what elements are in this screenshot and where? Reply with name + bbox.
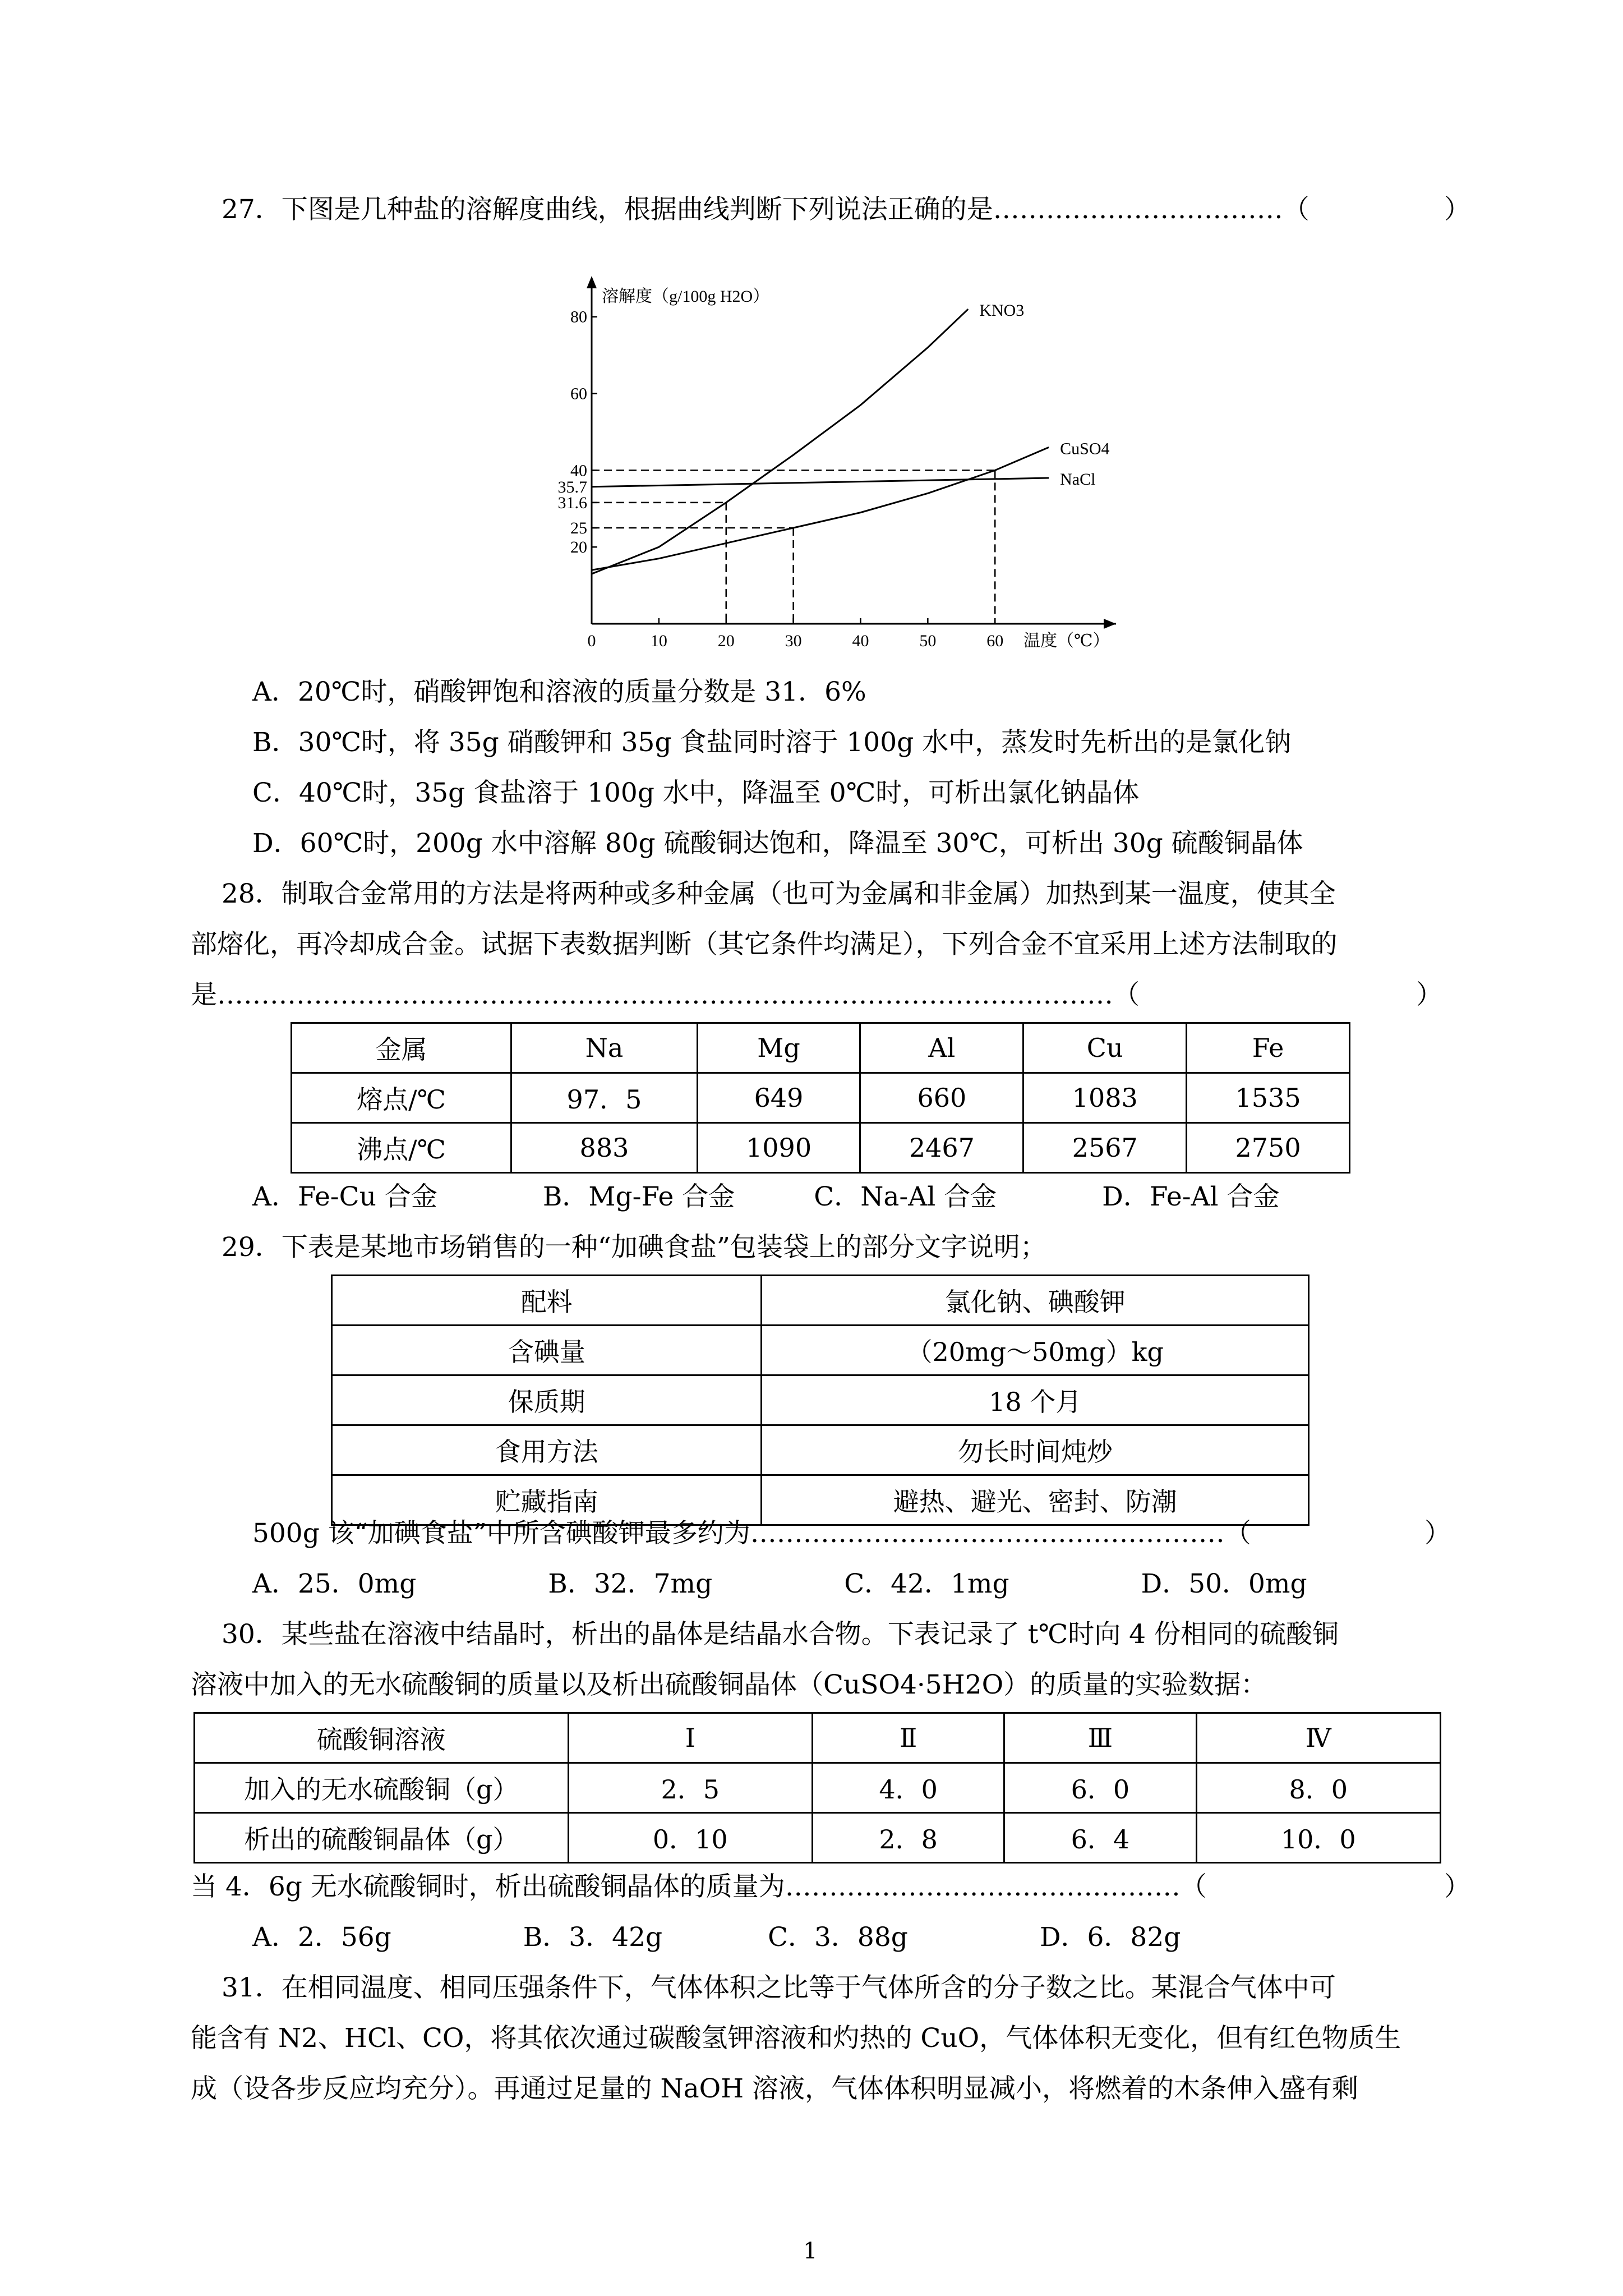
table-cell: 2．5 [568, 1763, 812, 1813]
table-row [292, 1023, 1350, 1073]
table-cell: 避热、避光、密封、防潮 [762, 1475, 1309, 1525]
q27-option-c: C．40℃时，35g 食盐溶于 100g 水中，降温至 0℃时，可析出氯化钠晶体 [252, 777, 1140, 808]
q30-options: A．2．56g B．3．42g C．3．88g D．6．82g [252, 1922, 1181, 1953]
table-cell: 析出的硫酸铜晶体（g） [195, 1813, 569, 1863]
table-cell: 硫酸铜溶液 [195, 1713, 569, 1763]
q28-stem-2: 部熔化，再冷却成合金。试据下表数据判断（其它条件均满足），下列合金不宜采用上述方法制取的 [191, 929, 1338, 960]
table-cell: Al [860, 1023, 1023, 1073]
table-row [332, 1425, 1309, 1475]
table-cell: 含碘量 [332, 1326, 762, 1375]
table-cell: Ⅰ [568, 1713, 812, 1763]
q30-paren: ） [1444, 1871, 1470, 1902]
table-cell: 18 个月 [762, 1375, 1309, 1425]
q27-paren: ） [1444, 194, 1470, 225]
q28-metals-table [291, 1022, 1350, 1174]
x-tick-label: 30 [785, 632, 802, 650]
q30-stem-1: 30．某些盐在溶液中结晶时，析出的晶体是结晶水合物。下表记录了 t℃时向 4 份相同的硫酸铜 [222, 1619, 1339, 1650]
table-cell: 649 [697, 1073, 860, 1123]
y-tick-label: 40 [570, 461, 587, 480]
x-tick-label: 10 [650, 632, 667, 650]
table-row [332, 1276, 1309, 1326]
table-cell: 熔点/℃ [292, 1073, 511, 1123]
table-cell: 1090 [697, 1123, 860, 1173]
q29-salt-table [331, 1274, 1310, 1526]
x-tick-label: 60 [986, 632, 1004, 650]
q28-options: A．Fe-Cu 合金 B．Mg-Fe 合金 C．Na-Al 合金 D．Fe-Al 合金 [252, 1181, 1280, 1212]
table-cell: 6．0 [1004, 1763, 1196, 1813]
x-tick-label: 50 [919, 632, 937, 650]
series-line-kno3 [592, 309, 968, 574]
table-row [195, 1813, 1441, 1863]
table-cell: 883 [511, 1123, 697, 1173]
y-tick-label: 60 [570, 384, 587, 403]
series-label-nacl: NaCl [1060, 470, 1096, 489]
q29-stem: 29．下表是某地市场销售的一种“加碘食盐”包装袋上的部分文字说明； [222, 1232, 1046, 1263]
chart-guides [592, 470, 995, 624]
table-cell: 2750 [1187, 1123, 1350, 1173]
series-line-cuso4 [592, 447, 1049, 570]
q28-stem-1: 28．制取合金常用的方法是将两种或多种金属（也可为金属和非金属）加热到某一温度，使其全 [222, 878, 1336, 909]
table-cell: 配料 [332, 1276, 762, 1326]
table-cell: 勿长时间炖炒 [762, 1425, 1309, 1475]
q31-line-1: 31．在相同温度、相同压强条件下，气体体积之比等于气体所含的分子数之比。某混合气体中可 [222, 1972, 1336, 2003]
solubility-chart [538, 269, 1189, 662]
table-row [332, 1375, 1309, 1425]
q27-option-b: B．30℃时，将 35g 硝酸钾和 35g 食盐同时溶于 100g 水中，蒸发时先析出的是氯化钠 [252, 727, 1292, 758]
table-cell: Ⅳ [1196, 1713, 1440, 1763]
table-cell: 2567 [1023, 1123, 1187, 1173]
q30-crystal-table [193, 1712, 1441, 1864]
series-line-nacl [592, 478, 1049, 487]
table-cell: 1083 [1023, 1073, 1187, 1123]
table-cell: Fe [1187, 1023, 1350, 1073]
q27-stem: 27．下图是几种盐的溶解度曲线，根据曲线判断下列说法正确的是……………………………（ [222, 194, 1310, 225]
y-axis-arrow [587, 276, 597, 288]
table-cell: Ⅲ [1004, 1713, 1196, 1763]
table-cell: 沸点/℃ [292, 1123, 511, 1173]
x-tick-label: 40 [852, 632, 869, 650]
table-cell: 食用方法 [332, 1425, 762, 1475]
table-row [292, 1073, 1350, 1123]
table-row [332, 1326, 1309, 1375]
q29-options: A．25．0mg B．32．7mg C．42．1mg D．50．0mg [252, 1568, 1307, 1599]
q29-question: 500g 该“加碘食盐”中所含碘酸钾最多约为………………………………………………（ [252, 1518, 1251, 1549]
chart-labels [558, 287, 1110, 650]
series-label-kno3: KNO3 [979, 301, 1025, 320]
q28-stem-3: 是…………………………………………………………………………………………（ [191, 979, 1140, 1010]
q30-stem-2: 溶液中加入的无水硫酸铜的质量以及析出硫酸铜晶体（CuSO4·5H2O）的质量的实验数据： [191, 1669, 1267, 1700]
table-cell: 氯化钠、碘酸钾 [762, 1276, 1309, 1326]
table-cell: 660 [860, 1073, 1023, 1123]
table-cell: 2．8 [813, 1813, 1004, 1863]
page-number: 1 [803, 2238, 818, 2264]
table-cell: 2467 [860, 1123, 1023, 1173]
table-cell: 保质期 [332, 1375, 762, 1425]
table-cell: Na [511, 1023, 697, 1073]
chart-series [592, 309, 1049, 574]
table-cell: Mg [697, 1023, 860, 1073]
y-tick-label: 25 [570, 518, 587, 537]
table-cell: 6．4 [1004, 1813, 1196, 1863]
table-row [195, 1763, 1441, 1813]
x-tick-label: 20 [717, 632, 735, 650]
table-cell: 8．0 [1196, 1763, 1440, 1813]
table-row [195, 1713, 1441, 1763]
q28-paren: ） [1416, 979, 1442, 1010]
x-axis-title: 温度（℃） [1023, 632, 1110, 650]
q31-line-3: 成（设各步反应均充分）。再通过足量的 NaOH 溶液，气体体积明显减小，将燃着的木条伸入盛有剩 [191, 2073, 1359, 2104]
table-cell: 贮藏指南 [332, 1475, 762, 1525]
y-tick-label: 35.7 [557, 477, 587, 496]
table-cell: 97．5 [511, 1073, 697, 1123]
y-tick-label: 31.6 [557, 493, 587, 512]
y-tick-label: 80 [570, 307, 587, 326]
y-axis-title: 溶解度（g/100g H2O） [602, 287, 770, 306]
q27-option-d: D．60℃时，200g 水中溶解 80g 硫酸铜达饱和，降温至 30℃，可析出 30g 硫酸铜晶体 [252, 828, 1303, 859]
table-cell: 加入的无水硫酸铜（g） [195, 1763, 569, 1813]
q29-paren: ） [1424, 1518, 1451, 1549]
x-axis-arrow [1104, 619, 1116, 629]
table-row [292, 1123, 1350, 1173]
table-cell: 10．0 [1196, 1813, 1440, 1863]
table-cell: 4．0 [813, 1763, 1004, 1813]
table-cell: （20mg～50mg）kg [762, 1326, 1309, 1375]
x-tick-label: 0 [587, 632, 596, 650]
q30-question: 当 4．6g 无水硫酸铜时，析出硫酸铜晶体的质量为………………………………………（ [191, 1871, 1207, 1902]
series-label-cuso4: CuSO4 [1060, 439, 1110, 458]
y-tick-label: 20 [570, 538, 587, 557]
table-cell: Cu [1023, 1023, 1187, 1073]
q31-line-2: 能含有 N2、HCl、CO，将其依次通过碳酸氢钾溶液和灼热的 CuO，气体体积无变化，但有红色物质生 [191, 2023, 1401, 2054]
table-cell: 0．10 [568, 1813, 812, 1863]
q27-option-a: A．20℃时，硝酸钾饱和溶液的质量分数是 31．6% [252, 677, 866, 707]
table-cell: 金属 [292, 1023, 511, 1073]
table-cell: Ⅱ [813, 1713, 1004, 1763]
table-cell: 1535 [1187, 1073, 1350, 1123]
